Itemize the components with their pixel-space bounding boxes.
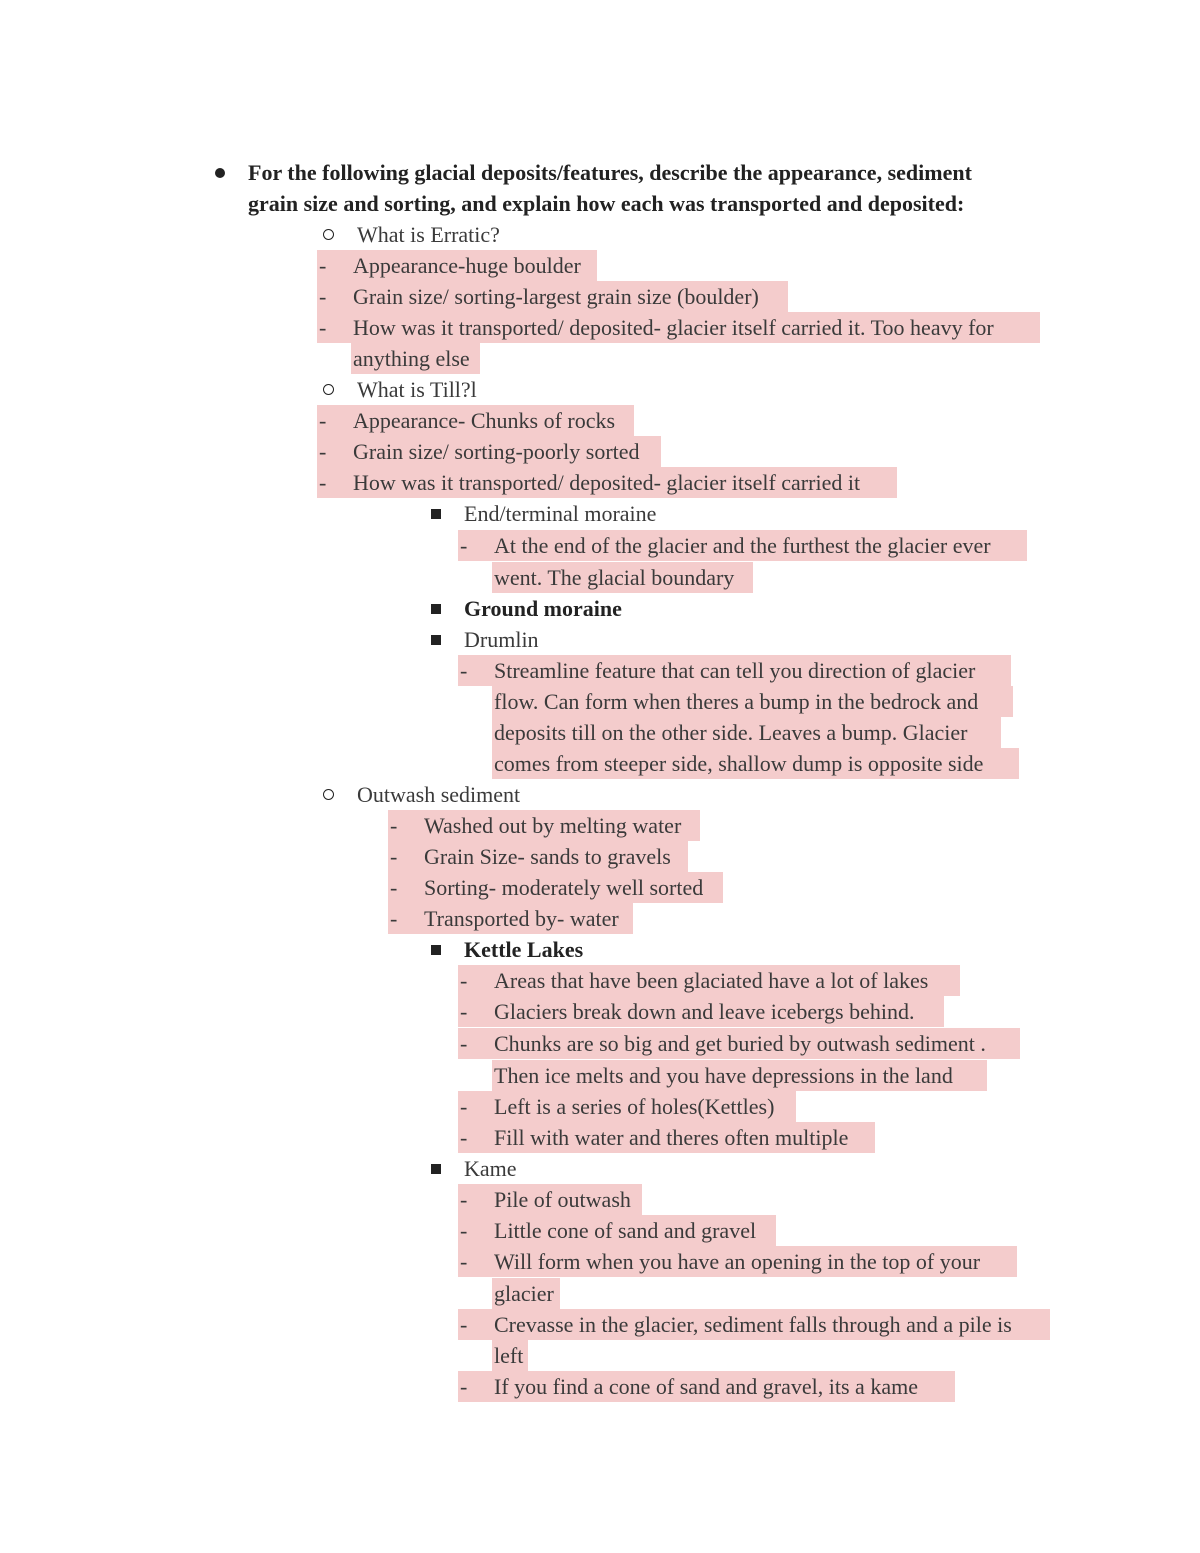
heading-text: Kettle Lakes [464, 937, 584, 962]
item-text: Appearance-huge boulder [353, 253, 581, 278]
item-text: Grain size/ sorting-largest grain size (boulder) [353, 284, 759, 309]
item-text: Pile of outwash [494, 1187, 631, 1212]
circle-bullet-icon [323, 789, 334, 800]
dash-bullet-icon: - [390, 844, 398, 869]
item-text: deposits till on the other side. Leaves a bump. Glacier [494, 720, 968, 745]
item-text: Streamline feature that can tell you direction of glacier [494, 658, 976, 683]
square-bullet-icon [431, 945, 441, 955]
dash-bullet-icon: - [460, 1125, 468, 1150]
item-text: Glaciers break down and leave icebergs behind. [494, 999, 915, 1024]
dash-bullet-icon: - [319, 408, 327, 433]
dash-bullet-icon: - [460, 533, 468, 558]
item-text: Crevasse in the glacier, sediment falls through and a pile is [494, 1312, 1012, 1337]
item-text: Appearance- Chunks of rocks [353, 408, 616, 433]
dash-bullet-icon: - [460, 1031, 468, 1056]
item-text: glacier [494, 1281, 554, 1306]
intro-text: For the following glacial deposits/features, describe the appearance, sediment [248, 160, 972, 185]
item-text: Grain size/ sorting-poorly sorted [353, 439, 640, 464]
item-text: left [494, 1343, 524, 1368]
dash-bullet-icon: - [460, 658, 468, 683]
item-text: At the end of the glacier and the furthest the glacier ever [494, 533, 991, 558]
dash-bullet-icon: - [460, 1249, 468, 1274]
circle-bullet-icon [323, 384, 334, 395]
item-text: Grain Size- sands to gravels [424, 844, 671, 869]
item-text: How was it transported/ deposited- glacier itself carried it [353, 470, 861, 495]
disc-bullet-icon [215, 168, 225, 178]
dash-bullet-icon: - [460, 1374, 468, 1399]
dash-bullet-icon: - [390, 813, 398, 838]
square-bullet-icon [431, 604, 441, 614]
item-text: Transported by- water [424, 906, 619, 931]
item-text: Then ice melts and you have depressions in the land [494, 1063, 953, 1088]
heading-text: What is Till?l [357, 377, 477, 402]
square-bullet-icon [431, 509, 441, 519]
item-text: Chunks are so big and get buried by outwash sediment . [494, 1031, 986, 1056]
dash-bullet-icon: - [319, 470, 327, 495]
dash-bullet-icon: - [319, 315, 327, 340]
item-text: went. The glacial boundary [494, 565, 735, 590]
dash-bullet-icon: - [460, 999, 468, 1024]
dash-bullet-icon: - [460, 1218, 468, 1243]
item-text: comes from steeper side, shallow dump is opposite side [494, 751, 984, 776]
heading-text: What is Erratic? [357, 222, 500, 247]
item-text: Sorting- moderately well sorted [424, 875, 704, 900]
dash-bullet-icon: - [460, 1312, 468, 1337]
heading-text: Kame [464, 1156, 517, 1181]
dash-bullet-icon: - [390, 875, 398, 900]
square-bullet-icon [431, 635, 441, 645]
dash-bullet-icon: - [390, 906, 398, 931]
intro-text: grain size and sorting, and explain how each was transported and deposited: [248, 191, 965, 216]
heading-text: End/terminal moraine [464, 501, 657, 526]
item-text: Fill with water and theres often multiple [494, 1125, 849, 1150]
dash-bullet-icon: - [319, 284, 327, 309]
square-bullet-icon [431, 1164, 441, 1174]
dash-bullet-icon: - [460, 1187, 468, 1212]
item-text: Washed out by melting water [424, 813, 682, 838]
item-text: Little cone of sand and gravel [494, 1218, 757, 1243]
item-text: anything else [353, 346, 470, 371]
heading-text: Outwash sediment [357, 782, 521, 807]
dash-bullet-icon: - [319, 439, 327, 464]
dash-bullet-icon: - [460, 968, 468, 993]
dash-bullet-icon: - [319, 253, 327, 278]
item-text: How was it transported/ deposited- glacier itself carried it. Too heavy for [353, 315, 994, 340]
item-text: Left is a series of holes(Kettles) [494, 1094, 775, 1119]
heading-text: Ground moraine [464, 596, 622, 621]
item-text: flow. Can form when theres a bump in the bedrock and [494, 689, 979, 714]
dash-bullet-icon: - [460, 1094, 468, 1119]
circle-bullet-icon [323, 229, 334, 240]
heading-text: Drumlin [464, 627, 539, 652]
item-text: If you find a cone of sand and gravel, its a kame [494, 1374, 918, 1399]
item-text: Will form when you have an opening in the top of your [494, 1249, 981, 1274]
item-text: Areas that have been glaciated have a lot of lakes [494, 968, 929, 993]
